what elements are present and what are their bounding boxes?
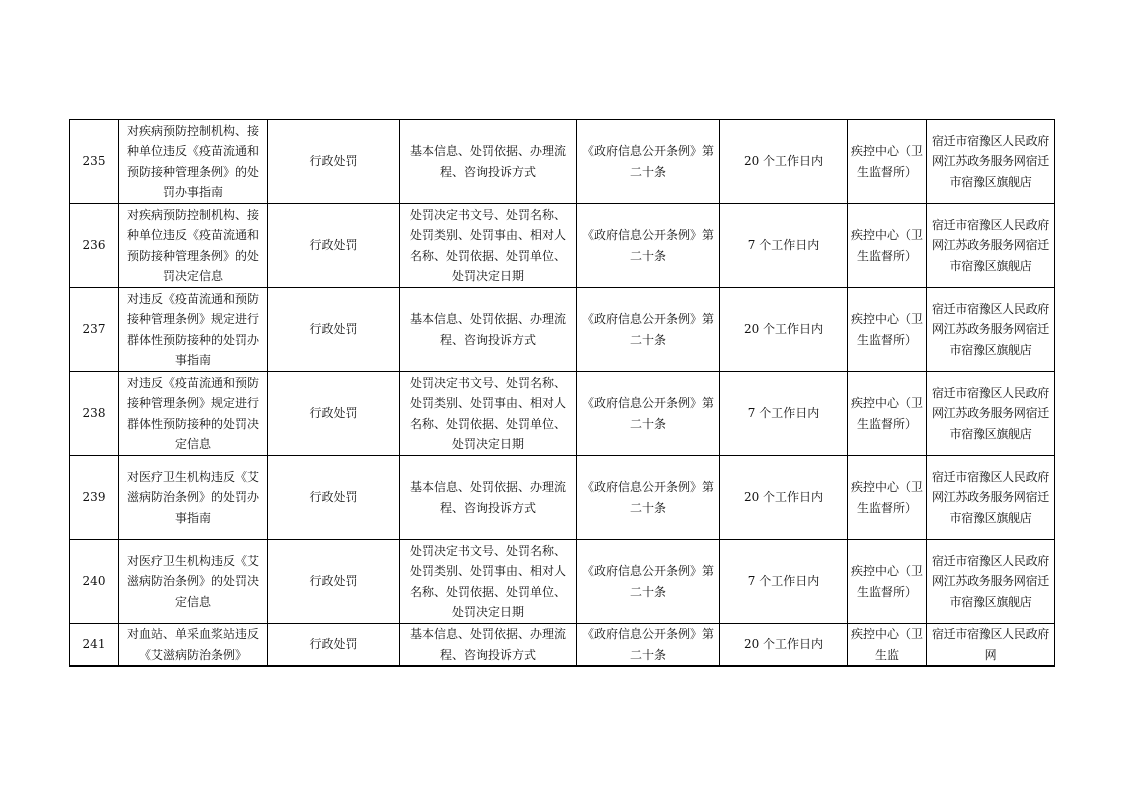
disclosure-basis: 《政府信息公开条例》第二十条: [577, 288, 720, 372]
disclosure-platform: 宿迁市宿豫区人民政府网: [927, 624, 1055, 667]
item-category: 行政处罚: [268, 540, 400, 624]
table-row: [70, 120, 1055, 204]
disclosure-deadline: 7 个工作日内: [720, 204, 848, 288]
row-number: 239: [70, 456, 119, 540]
item-category: 行政处罚: [268, 624, 400, 667]
responsible-department: 疾控中心（卫生监督所）: [848, 288, 927, 372]
disclosure-deadline: 20 个工作日内: [720, 120, 848, 204]
item-name: 对血站、单采血浆站违反《艾滋病防治条例》: [119, 624, 268, 667]
disclosure-deadline: 7 个工作日内: [720, 540, 848, 624]
disclosure-deadline: 20 个工作日内: [720, 624, 848, 667]
responsible-department: 疾控中心（卫生监督所）: [848, 204, 927, 288]
row-number: 237: [70, 288, 119, 372]
table-row: [70, 288, 1055, 372]
table-row: [70, 372, 1055, 456]
table-row: [70, 204, 1055, 288]
row-number: 235: [70, 120, 119, 204]
disclosure-content: 处罚决定书文号、处罚名称、处罚类别、处罚事由、相对人名称、处罚依据、处罚单位、处罚决定日期: [400, 204, 577, 288]
item-name: 对违反《疫苗流通和预防接种管理条例》规定进行群体性预防接种的处罚决定信息: [119, 372, 268, 456]
disclosure-basis: 《政府信息公开条例》第二十条: [577, 204, 720, 288]
item-name: 对疾病预防控制机构、接种单位违反《疫苗流通和预防接种管理条例》的处罚办事指南: [119, 120, 268, 204]
responsible-department: 疾控中心（卫生监督所）: [848, 372, 927, 456]
item-category: 行政处罚: [268, 372, 400, 456]
disclosure-content: 基本信息、处罚依据、办理流程、咨询投诉方式: [400, 288, 577, 372]
item-name: 对违反《疫苗流通和预防接种管理条例》规定进行群体性预防接种的处罚办事指南: [119, 288, 268, 372]
responsible-department: 疾控中心（卫生监督所）: [848, 540, 927, 624]
disclosure-content: 处罚决定书文号、处罚名称、处罚类别、处罚事由、相对人名称、处罚依据、处罚单位、处罚决定日期: [400, 540, 577, 624]
disclosure-content: 基本信息、处罚依据、办理流程、咨询投诉方式: [400, 456, 577, 540]
row-number: 238: [70, 372, 119, 456]
disclosure-basis: 《政府信息公开条例》第二十条: [577, 120, 720, 204]
disclosure-content: 处罚决定书文号、处罚名称、处罚类别、处罚事由、相对人名称、处罚依据、处罚单位、处罚决定日期: [400, 372, 577, 456]
row-number: 240: [70, 540, 119, 624]
disclosure-basis: 《政府信息公开条例》第二十条: [577, 540, 720, 624]
row-number: 236: [70, 204, 119, 288]
item-name: 对医疗卫生机构违反《艾滋病防治条例》的处罚办事指南: [119, 456, 268, 540]
responsible-department: 疾控中心（卫生监: [848, 624, 927, 667]
disclosure-platform: 宿迁市宿豫区人民政府网江苏政务服务网宿迁市宿豫区旗舰店: [927, 288, 1055, 372]
responsible-department: 疾控中心（卫生监督所）: [848, 120, 927, 204]
disclosure-content: 基本信息、处罚依据、办理流程、咨询投诉方式: [400, 120, 577, 204]
table-row: [70, 540, 1055, 624]
disclosure-platform: 宿迁市宿豫区人民政府网江苏政务服务网宿迁市宿豫区旗舰店: [927, 204, 1055, 288]
disclosure-platform: 宿迁市宿豫区人民政府网江苏政务服务网宿迁市宿豫区旗舰店: [927, 540, 1055, 624]
table-row: [70, 456, 1055, 540]
item-category: 行政处罚: [268, 456, 400, 540]
disclosure-deadline: 7 个工作日内: [720, 372, 848, 456]
item-category: 行政处罚: [268, 120, 400, 204]
disclosure-platform: 宿迁市宿豫区人民政府网江苏政务服务网宿迁市宿豫区旗舰店: [927, 372, 1055, 456]
item-name: 对医疗卫生机构违反《艾滋病防治条例》的处罚决定信息: [119, 540, 268, 624]
item-name: 对疾病预防控制机构、接种单位违反《疫苗流通和预防接种管理条例》的处罚决定信息: [119, 204, 268, 288]
disclosure-deadline: 20 个工作日内: [720, 288, 848, 372]
disclosure-content: 基本信息、处罚依据、办理流程、咨询投诉方式: [400, 624, 577, 667]
row-number: 241: [70, 624, 119, 667]
disclosure-platform: 宿迁市宿豫区人民政府网江苏政务服务网宿迁市宿豫区旗舰店: [927, 120, 1055, 204]
item-category: 行政处罚: [268, 288, 400, 372]
disclosure-platform: 宿迁市宿豫区人民政府网江苏政务服务网宿迁市宿豫区旗舰店: [927, 456, 1055, 540]
disclosure-basis: 《政府信息公开条例》第二十条: [577, 372, 720, 456]
table-row: [70, 624, 1055, 667]
disclosure-basis: 《政府信息公开条例》第二十条: [577, 624, 720, 667]
responsible-department: 疾控中心（卫生监督所）: [848, 456, 927, 540]
item-category: 行政处罚: [268, 204, 400, 288]
disclosure-basis: 《政府信息公开条例》第二十条: [577, 456, 720, 540]
disclosure-table: [69, 119, 1055, 667]
disclosure-deadline: 20 个工作日内: [720, 456, 848, 540]
